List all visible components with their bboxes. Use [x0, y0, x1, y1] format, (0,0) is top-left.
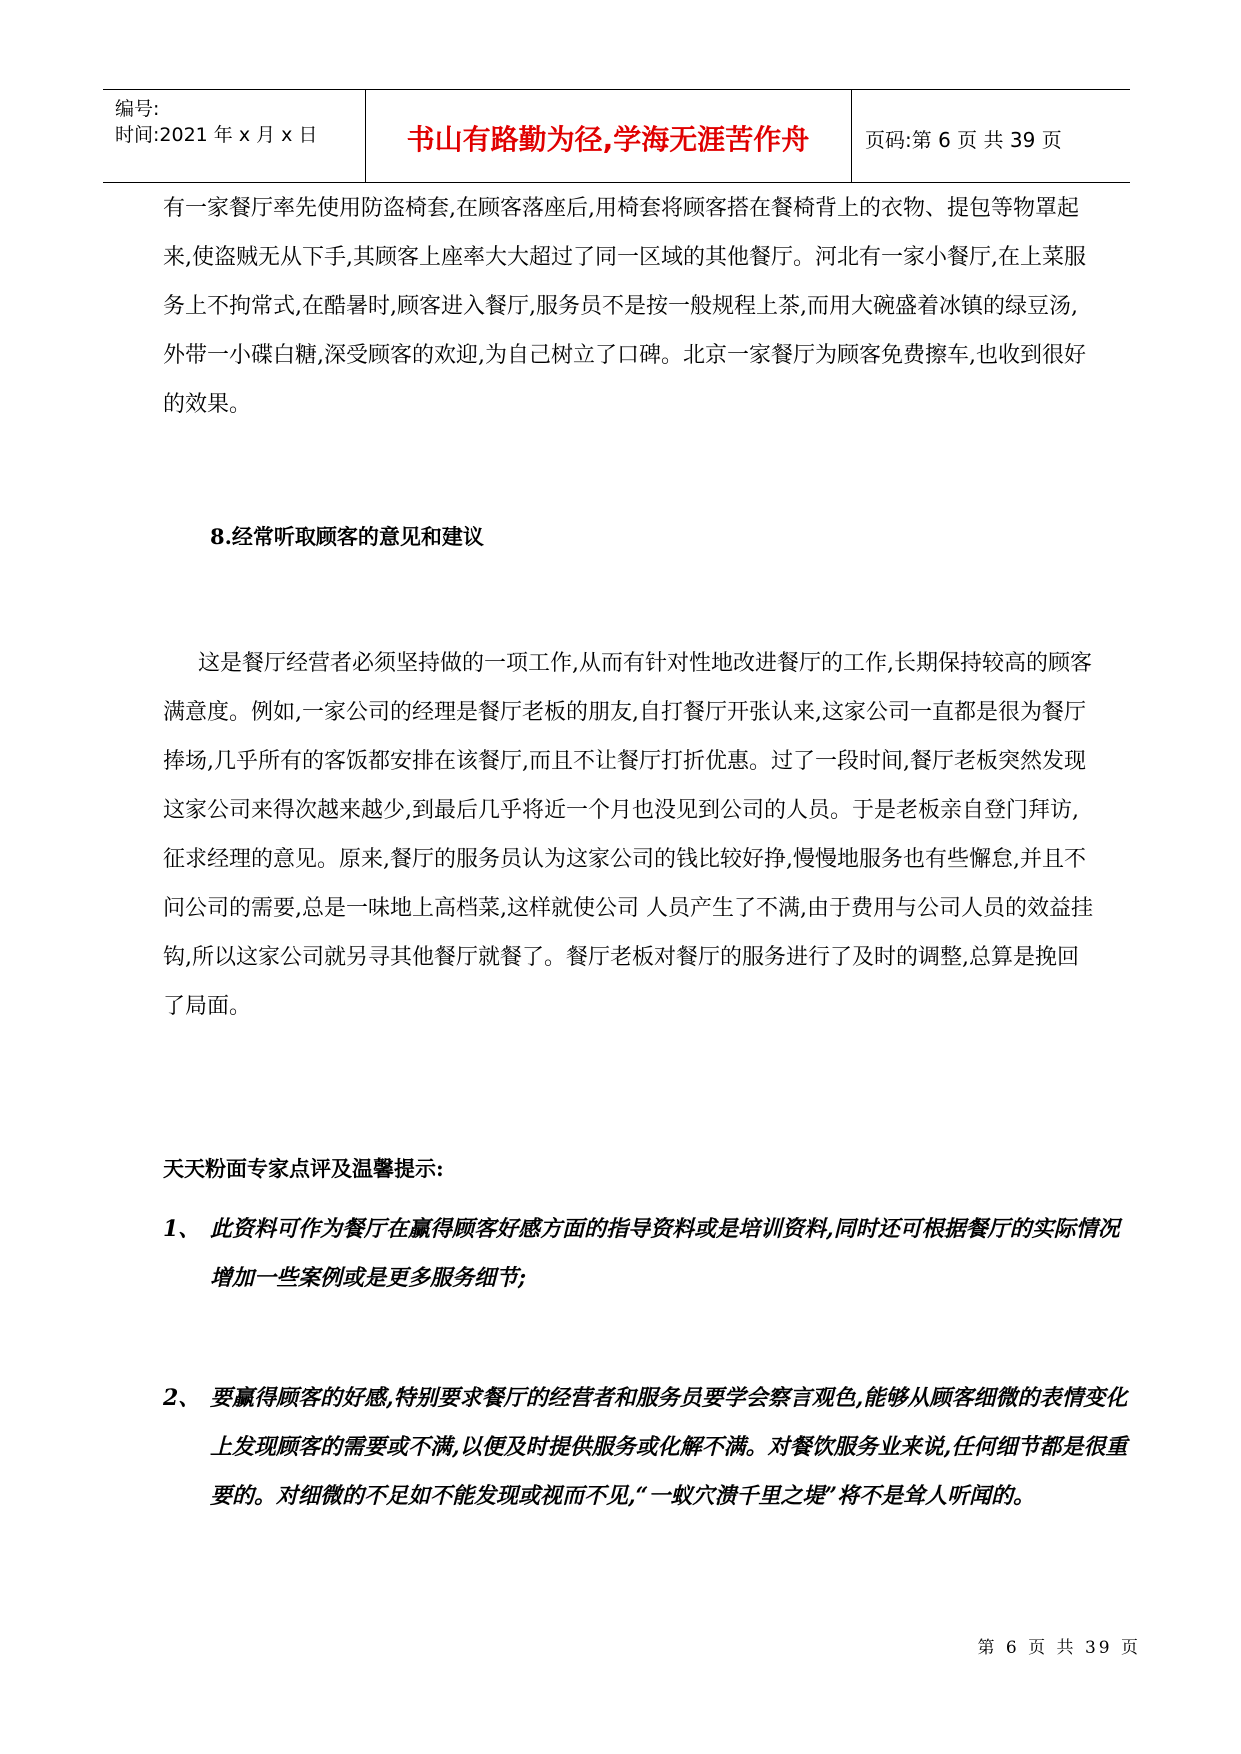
header-meta-cell [103, 90, 366, 182]
header-motto-cell [365, 90, 852, 182]
tip-number: 1、 [163, 1216, 201, 1242]
document-header [103, 89, 1130, 183]
header-page-cell [851, 90, 1130, 182]
section-heading: 8.经常听取顾客的意见和建议 [210, 524, 484, 549]
tip-item [0, 1374, 1241, 1574]
header-page-info: 页码:第 6 页 共 39 页 [865, 128, 1062, 152]
document-time-label: 时间:2021 年 x 月 x 日 [115, 124, 318, 146]
tips-title: 天天粉面专家点评及温馨提示: [163, 1156, 444, 1181]
tip-text: 此资料可作为餐厅在赢得顾客好感方面的指导资料或是培训资料,同时还可根据餐厅的实际情况增加一些案例或是更多服务细节; [210, 1216, 1120, 1291]
document-number-label: 编号: [115, 98, 160, 120]
tip-item [0, 1205, 1241, 1315]
section-paragraph: 这是餐厅经营者必须坚持做的一项工作,从而有针对性地改进餐厅的工作,长期保持较高的顾客满意度。例如,一家公司的经理是餐厅老板的朋友,自打餐厅开张认来,这家公司一直都是很为餐厅捧场,几乎所有的客饭都安排在该餐厅,而且不让餐厅打折优惠。过了一段时间,餐厅老板突然发现这家公司来得次越来越少,到最后几乎将近一个月也没见到公司的人员。于是老板亲自登门拜访,征求经理的意见。原来,餐厅的服务员认为这家公司的钱比较好挣,慢慢地服务也有些懈怠,并且不问公司的需要,总是一味地上高档菜,这样就使公司 人员产生了不满,由于费用与公司人员的效益挂钩,所以这家公司就另寻其他餐厅就餐了。餐厅老板对餐厅的服务进行了及时的调整,总算是挽回了局面。 [163, 651, 1093, 1019]
intro-paragraph: 有一家餐厅率先使用防盗椅套,在顾客落座后,用椅套将顾客搭在餐椅背上的衣物、提包等物罩起来,使盗贼无从下手,其顾客上座率大大超过了同一区域的其他餐厅。河北有一家小餐厅,在上菜服务上不拘常式,在酷暑时,顾客进入餐厅,服务员不是按一般规程上茶,而用大碗盛着冰镇的绿豆汤,外带一小碟白糖,深受顾客的欢迎,为自己树立了口碑。北京一家餐厅为顾客免费擦车,也收到很好的效果。 [163, 196, 1086, 417]
page-footer: 第 6 页 共 39 页 [977, 1638, 1141, 1658]
tip-number: 2、 [163, 1385, 201, 1411]
tip-text: 要赢得顾客的好感,特别要求餐厅的经营者和服务员要学会察言观色,能够从顾客细微的表情变化上发现顾客的需要或不满,以便及时提供服务或化解不满。对餐饮服务业来说,任何细节都是很重要的。对细微的不足如不能发现或视而不见,“一蚁穴溃千里之堤”将不是耸人听闻的。 [210, 1385, 1128, 1509]
header-motto: 书山有路勤为径,学海无涯苦作舟 [406, 123, 810, 156]
